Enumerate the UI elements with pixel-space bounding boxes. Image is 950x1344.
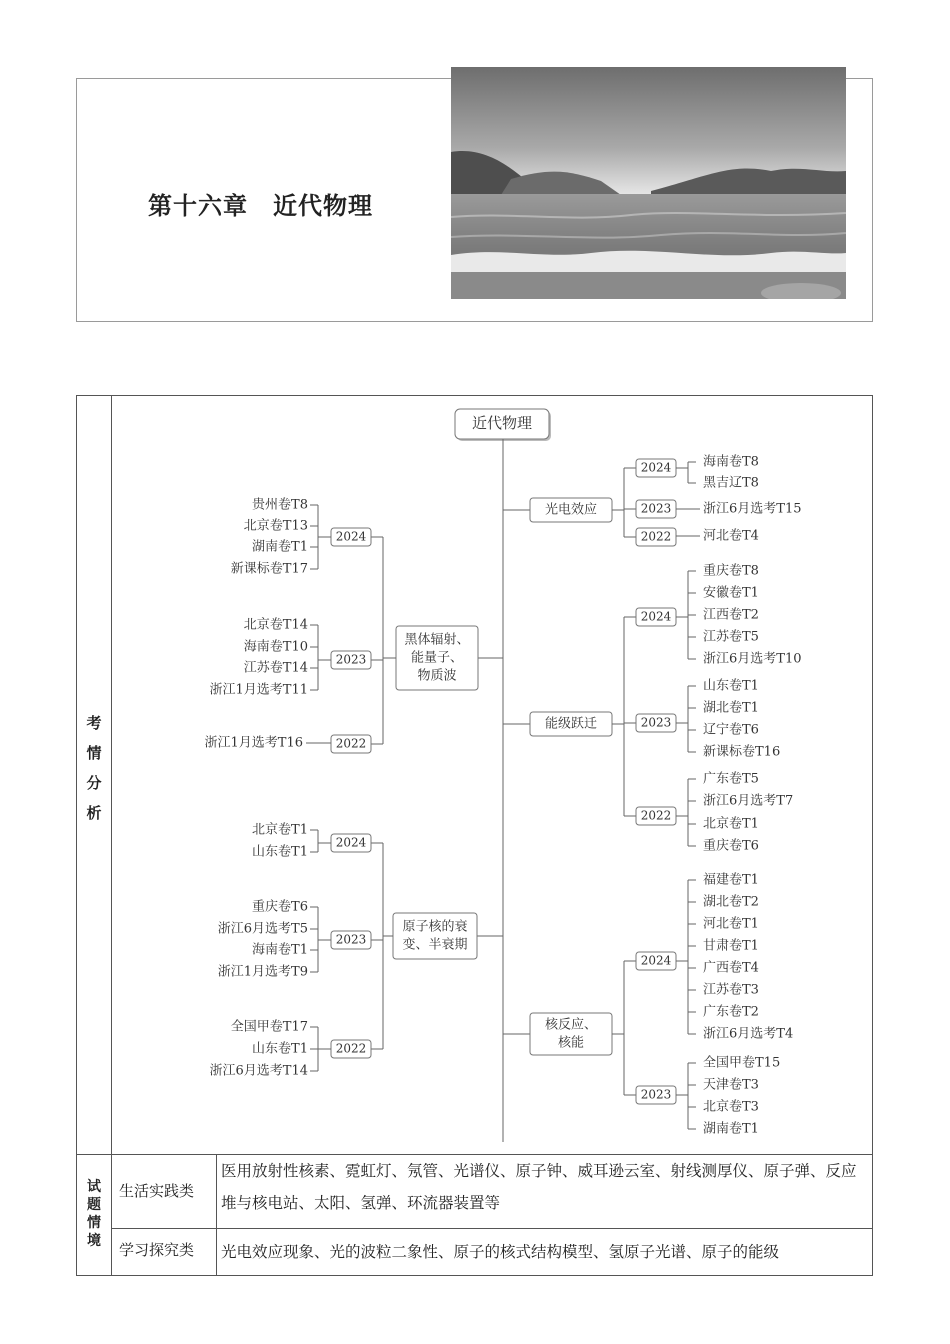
topic-node-text: 核反应、 <box>544 1017 598 1033</box>
item-label: 浙江6月选考T15 <box>703 501 802 517</box>
topic-node-text: 黑体辐射、 <box>404 632 470 648</box>
item-label: 北京卷T1 <box>252 822 308 838</box>
item-label: 甘肃卷T1 <box>703 938 759 954</box>
item-label: 重庆卷T8 <box>703 563 759 579</box>
item-label: 重庆卷T6 <box>252 899 308 915</box>
year-badge-text: 2022 <box>335 736 367 751</box>
scenario-content: 光电效应现象、光的波粒二象性、原子的核式结构模型、氢原子光谱、原子的能级 <box>221 1243 780 1261</box>
topic-node-text: 变、半衰期 <box>402 937 468 953</box>
item-label: 浙江6月选考T14 <box>209 1063 308 1079</box>
item-label: 安徽卷T1 <box>703 585 759 601</box>
year-badge-text: 2023 <box>335 932 367 947</box>
year-badge-text: 2023 <box>640 501 672 516</box>
year-badge-text: 2023 <box>335 652 367 667</box>
item-label: 浙江1月选考T16 <box>204 735 303 751</box>
item-label: 黑吉辽T8 <box>703 475 759 491</box>
item-label: 湖南卷T1 <box>703 1121 759 1137</box>
scenario-label: 试 题 情 境 <box>87 1179 101 1249</box>
item-label: 北京卷T14 <box>243 617 308 633</box>
year-badge-text: 2024 <box>335 835 367 850</box>
item-label: 福建卷T1 <box>703 872 759 888</box>
item-label: 北京卷T13 <box>243 518 308 534</box>
year-badge-text: 2022 <box>640 529 672 544</box>
item-label: 全国甲卷T15 <box>703 1055 781 1071</box>
scenario-content: 医用放射性核素、霓虹灯、氖管、光谱仪、原子钟、威耳逊云室、射线测厚仪、原子弹、反应堆与核电站、太阳、氢弹、环流器装置等 <box>221 1162 857 1212</box>
year-badge-text: 2023 <box>640 715 672 730</box>
item-label: 河北卷T1 <box>703 916 759 932</box>
item-label: 辽宁卷T6 <box>703 722 759 738</box>
item-label: 贵州卷T8 <box>252 497 308 513</box>
item-label: 山东卷T1 <box>252 844 308 860</box>
item-label: 新课标卷T17 <box>230 561 308 577</box>
item-label: 海南卷T1 <box>252 942 308 958</box>
chapter-title: 第十六章 近代物理 <box>148 192 373 220</box>
item-label: 重庆卷T6 <box>703 838 759 854</box>
item-label: 浙江6月选考T7 <box>703 793 794 809</box>
category-label: 生活实践类 <box>119 1182 195 1200</box>
item-label: 浙江1月选考T11 <box>209 682 308 698</box>
category-label: 学习探究类 <box>119 1241 195 1259</box>
item-label: 新课标卷T16 <box>703 744 781 760</box>
year-badge-text: 2024 <box>640 609 672 624</box>
item-label: 北京卷T1 <box>703 816 759 832</box>
item-label: 山东卷T1 <box>703 678 759 694</box>
item-label: 广西卷T4 <box>703 960 759 976</box>
item-label: 广东卷T5 <box>703 771 759 787</box>
item-label: 江西卷T2 <box>703 607 759 623</box>
item-label: 天津卷T3 <box>703 1077 759 1093</box>
item-label: 广东卷T2 <box>703 1004 759 1020</box>
root-node-text: 近代物理 <box>471 414 533 432</box>
item-label: 全国甲卷T17 <box>230 1019 308 1035</box>
item-label: 江苏卷T14 <box>243 660 308 676</box>
item-label: 湖北卷T2 <box>703 894 759 910</box>
year-badge-text: 2023 <box>640 1087 672 1102</box>
item-label: 浙江6月选考T10 <box>703 651 802 667</box>
item-label: 江苏卷T3 <box>703 982 759 998</box>
year-badge-text: 2022 <box>335 1041 367 1056</box>
item-label: 河北卷T4 <box>703 528 759 544</box>
item-label: 浙江6月选考T5 <box>217 921 308 937</box>
section-label: 考 情 分 析 <box>86 714 102 822</box>
year-badge-text: 2024 <box>335 529 367 544</box>
item-label: 浙江6月选考T4 <box>703 1026 794 1042</box>
year-badge-text: 2024 <box>640 460 672 475</box>
year-badge-text: 2024 <box>640 953 672 968</box>
topic-node-text: 核能 <box>557 1035 585 1051</box>
topic-node-text: 光电效应 <box>544 502 598 518</box>
topic-node-text: 能量子、 <box>410 650 464 666</box>
item-label: 江苏卷T5 <box>703 629 759 645</box>
topic-node-text: 物质波 <box>417 668 457 684</box>
item-label: 湖南卷T1 <box>252 539 308 555</box>
year-badge-text: 2022 <box>640 808 672 823</box>
item-label: 海南卷T10 <box>243 639 308 655</box>
item-label: 湖北卷T1 <box>703 700 759 716</box>
item-label: 浙江1月选考T9 <box>217 964 308 980</box>
topic-node-text: 原子核的衰 <box>402 919 468 935</box>
topic-node-text: 能级跃迁 <box>544 716 598 732</box>
item-label: 山东卷T1 <box>252 1041 308 1057</box>
item-label: 北京卷T3 <box>703 1099 759 1115</box>
item-label: 海南卷T8 <box>703 454 759 470</box>
